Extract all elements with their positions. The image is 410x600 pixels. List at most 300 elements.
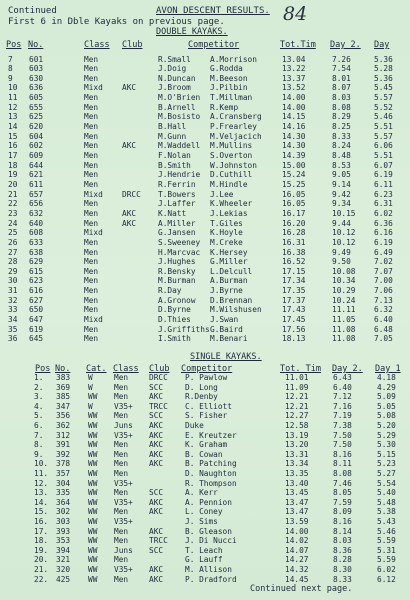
competitor-cell: T. Leach <box>185 545 223 555</box>
day2-cell: 7.50 <box>333 440 352 450</box>
col-day1: Day 1 <box>375 364 401 374</box>
pos-cell: 13. <box>34 488 49 498</box>
total-time-cell: 15.00 <box>282 160 306 170</box>
table-row <box>0 498 410 508</box>
competitor-1-cell: R.Day <box>158 286 182 296</box>
day2-cell: 7.54 <box>332 64 351 74</box>
club-cell: AKC <box>122 208 137 218</box>
day-cell: 5.57 <box>374 93 393 103</box>
competitor-cell: P. Dradford <box>185 574 237 584</box>
class-cell: Men <box>84 295 99 305</box>
table-row <box>0 315 410 325</box>
day-cell: 6.23 <box>374 189 393 199</box>
class-cell: Men <box>84 218 99 228</box>
continued-next-page: Continued next page. <box>250 584 353 594</box>
competitor-2-cell: J.Lee <box>210 189 234 199</box>
day2-cell: 8.28 <box>333 555 352 565</box>
col-no: No. <box>28 40 44 50</box>
class-cell: Men <box>84 122 99 132</box>
class-cell: Men <box>114 574 129 584</box>
total-time-cell: 15.24 <box>282 170 306 180</box>
number-cell: 320 <box>56 565 71 574</box>
category-cell: WW <box>88 469 98 478</box>
category-cell: WW <box>88 555 98 565</box>
col-total-time: Tot. Tim <box>280 364 321 374</box>
number-cell: 604 <box>29 131 44 141</box>
class-cell: Men <box>114 526 129 536</box>
competitor-cell: M. Allison <box>185 565 232 574</box>
pos-cell: 11 <box>8 93 18 103</box>
competitor-1-cell: H.Marcvac <box>158 247 201 257</box>
total-time-cell: 17.45 <box>282 315 306 325</box>
club-cell: AKC <box>149 392 164 402</box>
table-row <box>0 267 410 277</box>
class-cell: Men <box>84 247 99 257</box>
day1-cell: 4.29 <box>377 382 396 392</box>
day-cell: 7.06 <box>374 286 393 296</box>
day-cell: 7.05 <box>374 334 393 344</box>
total-time-cell: 16.17 <box>282 208 306 218</box>
club-cell: AKC <box>149 430 164 440</box>
total-time-cell: 17.43 <box>282 305 306 315</box>
class-cell: Men <box>84 286 99 296</box>
number-cell: 356 <box>56 411 71 421</box>
table-row <box>0 74 410 84</box>
class-cell: V35+ <box>114 517 133 526</box>
day1-cell: 5.38 <box>377 507 396 517</box>
total-time-cell: 17.35 <box>282 286 306 296</box>
day1-cell: 5.48 <box>377 497 396 507</box>
competitor-cell: A. Pennion <box>185 497 232 507</box>
competitor-1-cell: D.Thies <box>158 315 191 325</box>
category-cell: WW <box>88 507 98 517</box>
class-cell: Men <box>84 324 99 334</box>
category-cell: WW <box>88 497 98 507</box>
category-cell: WW <box>88 536 98 546</box>
pos-cell: 18. <box>34 536 49 546</box>
table-row <box>0 112 410 122</box>
day1-cell: 4.18 <box>377 373 396 382</box>
pos-cell: 10 <box>8 83 18 93</box>
day-cell: 6.02 <box>374 208 393 218</box>
page-title: AVON DESCENT RESULTS. <box>156 6 270 16</box>
competitor-2-cell: K.Hoyle <box>210 228 243 238</box>
number-cell: 605 <box>29 93 44 103</box>
table-row <box>0 411 410 421</box>
number-cell: 623 <box>29 276 44 286</box>
day2-cell: 9.42 <box>332 189 351 199</box>
day2-cell: 10.24 <box>332 295 356 305</box>
number-cell: 321 <box>56 555 71 565</box>
class-cell: Men <box>84 334 99 344</box>
competitor-2-cell: T.Millman <box>210 93 253 103</box>
day2-cell: 8.16 <box>333 517 352 526</box>
day2-cell: 8.08 <box>333 469 352 478</box>
col-day2: Day 2. <box>330 40 361 50</box>
pos-cell: 36 <box>8 334 18 344</box>
day2-cell: 8.29 <box>332 112 351 122</box>
pos-cell: 28 <box>8 257 18 267</box>
day2-cell: 11.08 <box>332 334 356 344</box>
day2-cell: 9.50 <box>332 257 351 267</box>
table-row <box>0 421 410 431</box>
class-cell: V35+ <box>114 401 133 411</box>
table-row <box>0 83 410 93</box>
competitor-1-cell: F.Nolan <box>158 151 191 160</box>
competitor-1-cell: J.Doig <box>158 64 187 74</box>
club-cell: AKC <box>149 440 164 450</box>
day1-cell: 5.23 <box>377 459 396 469</box>
pos-cell: 22 <box>8 199 18 209</box>
day1-cell: 5.54 <box>377 478 396 488</box>
pos-cell: 22. <box>34 574 49 584</box>
number-cell: 632 <box>29 208 44 218</box>
col-class: Class <box>84 40 110 50</box>
table-row <box>0 219 410 229</box>
table-row <box>0 296 410 306</box>
total-time-cell: 16.20 <box>282 218 306 228</box>
pos-cell: 26 <box>8 237 18 247</box>
day1-cell: 5.43 <box>377 517 396 526</box>
number-cell: 335 <box>56 488 71 498</box>
day2-cell: 10.12 <box>332 228 356 238</box>
pos-cell: 11. <box>34 469 49 478</box>
pos-cell: 2. <box>34 382 44 392</box>
class-cell: Men <box>114 449 129 459</box>
table-row <box>0 440 410 450</box>
number-cell: 378 <box>56 459 71 469</box>
total-time-cell: 17.37 <box>282 295 306 305</box>
competitor-2-cell: A.Cransberg <box>210 112 262 122</box>
total-time-cell: 13.45 <box>285 488 309 498</box>
number-cell: 647 <box>29 315 44 325</box>
class-cell: V35+ <box>114 565 133 574</box>
day2-cell: 8.24 <box>332 141 351 151</box>
competitor-1-cell: M.Gunn <box>158 131 187 141</box>
day-cell: 6.19 <box>374 237 393 247</box>
pos-cell: 17 <box>8 151 18 160</box>
class-cell: Men <box>84 199 99 209</box>
total-time-cell: 13.47 <box>285 507 309 517</box>
table-row <box>0 161 410 171</box>
competitor-1-cell: M.Bosisto <box>158 112 201 122</box>
competitor-cell: B. Patching <box>185 459 237 469</box>
day-cell: 5.28 <box>374 64 393 74</box>
class-cell: Mixd <box>84 315 103 325</box>
total-time-cell: 14.15 <box>282 112 306 122</box>
competitor-2-cell: J.Swan <box>210 315 239 325</box>
number-cell: 304 <box>56 478 71 488</box>
competitor-cell: D. Long <box>185 382 218 392</box>
competitor-cell: Duke <box>185 421 204 430</box>
number-cell: 394 <box>56 545 71 555</box>
day2-cell: 8.09 <box>333 507 352 517</box>
pos-cell: 12. <box>34 478 49 488</box>
pos-cell: 15. <box>34 507 49 517</box>
competitor-2-cell: M.Hindle <box>210 179 248 189</box>
category-cell: W <box>88 373 93 382</box>
pos-cell: 21. <box>34 565 49 574</box>
table-row <box>0 305 410 315</box>
number-cell: 644 <box>29 160 44 170</box>
total-time-cell: 16.28 <box>282 228 306 238</box>
pos-cell: 18 <box>8 160 18 170</box>
day2-cell: 9.05 <box>332 170 351 180</box>
total-time-cell: 11.09 <box>285 382 309 392</box>
number-cell: 621 <box>29 170 44 180</box>
table-row <box>0 383 410 393</box>
pos-cell: 32 <box>8 295 18 305</box>
day-cell: 5.51 <box>374 151 393 160</box>
table-row <box>0 141 410 151</box>
class-cell: Men <box>84 305 99 315</box>
competitor-cell: E. Kreutzer <box>185 430 237 440</box>
club-cell: SCC <box>149 545 164 555</box>
number-cell: 312 <box>56 430 71 440</box>
competitor-2-cell: G.Rodda <box>210 64 243 74</box>
number-cell: 627 <box>29 295 44 305</box>
class-cell: Men <box>84 54 99 64</box>
number-cell: 353 <box>56 536 71 546</box>
day1-cell: 5.15 <box>377 449 396 459</box>
total-time-cell: 16.38 <box>282 247 306 257</box>
table-row <box>0 190 410 200</box>
day1-cell: 5.40 <box>377 488 396 498</box>
category-cell: WW <box>88 565 98 574</box>
pos-cell: 30 <box>8 276 18 286</box>
number-cell: 385 <box>56 392 71 402</box>
number-cell: 625 <box>29 112 44 122</box>
class-cell: Men <box>84 102 99 112</box>
day2-cell: 8.03 <box>332 93 351 103</box>
col-club: Club <box>122 40 143 50</box>
day-cell: 5.51 <box>374 122 393 132</box>
competitor-2-cell: J.Pilbin <box>210 83 248 93</box>
day2-cell: 9.49 <box>332 247 351 257</box>
class-cell: Men <box>84 170 99 180</box>
pos-cell: 6. <box>34 421 44 430</box>
table-row <box>0 517 410 527</box>
number-cell: 629 <box>29 257 44 267</box>
day2-cell: 8.08 <box>332 102 351 112</box>
total-time-cell: 12.21 <box>285 392 309 402</box>
total-time-cell: 14.45 <box>285 574 309 584</box>
day-cell: 6.36 <box>374 218 393 228</box>
class-cell: Juns <box>114 545 133 555</box>
total-time-cell: 13.31 <box>285 449 309 459</box>
class-cell: Men <box>84 112 99 122</box>
day1-cell: 5.30 <box>377 440 396 450</box>
pos-cell: 19. <box>34 545 49 555</box>
pos-cell: 21 <box>8 189 18 199</box>
competitor-1-cell: A.Miller <box>158 218 196 228</box>
pos-cell: 14. <box>34 497 49 507</box>
day2-cell: 7.50 <box>333 430 352 440</box>
day2-cell: 8.11 <box>333 459 352 469</box>
day2-cell: 8.14 <box>333 526 352 536</box>
day2-cell: 8.16 <box>333 449 352 459</box>
total-time-cell: 14.00 <box>282 93 306 103</box>
day2-cell: 7.46 <box>333 478 352 488</box>
class-cell: Men <box>114 373 129 382</box>
table-row <box>0 248 410 258</box>
day2-cell: 8.03 <box>333 536 352 546</box>
day2-cell: 8.01 <box>332 73 351 83</box>
day2-cell: 10.12 <box>332 237 356 247</box>
day1-cell: 5.08 <box>377 411 396 421</box>
day2-cell: 11.08 <box>332 324 356 334</box>
number-cell: 655 <box>29 102 44 112</box>
day-cell: 6.11 <box>374 179 393 189</box>
competitor-2-cell: G.Miller <box>210 257 248 267</box>
col-total-time: Tot.Tim <box>280 40 316 50</box>
total-time-cell: 13.04 <box>282 54 306 64</box>
day2-cell: 8.07 <box>332 83 351 93</box>
table-row <box>0 334 410 344</box>
day2-cell: 8.30 <box>333 565 352 574</box>
competitor-1-cell: D.Byrne <box>158 305 191 315</box>
class-cell: V35+ <box>114 478 133 488</box>
day-cell: 7.07 <box>374 266 393 276</box>
competitor-2-cell: R.Kemp <box>210 102 239 112</box>
category-cell: WW <box>88 488 98 498</box>
competitor-1-cell: J.Hughes <box>158 257 196 267</box>
total-time-cell: 16.05 <box>282 189 306 199</box>
day1-cell: 5.59 <box>377 555 396 565</box>
class-cell: Men <box>114 382 129 392</box>
competitor-2-cell: M.Wilshusen <box>210 305 262 315</box>
number-cell: 611 <box>29 179 44 189</box>
competitor-1-cell: B.Hall <box>158 122 187 132</box>
day1-cell: 5.09 <box>377 392 396 402</box>
competitor-2-cell: M.Beeson <box>210 73 248 83</box>
col-cat: Cat. <box>86 364 107 374</box>
total-time-cell: 16.52 <box>282 257 306 267</box>
day-cell: 5.36 <box>374 54 393 64</box>
col-club: Club <box>149 364 170 374</box>
competitor-1-cell: I.Smith <box>158 334 191 344</box>
total-time-cell: 13.19 <box>285 430 309 440</box>
total-time-cell: 11.01 <box>285 373 309 382</box>
competitor-2-cell: G.Baird <box>210 324 243 334</box>
total-time-cell: 14.30 <box>282 131 306 141</box>
pos-cell: 19 <box>8 170 18 180</box>
number-cell: 383 <box>56 373 71 382</box>
day-cell: 6.06 <box>374 141 393 151</box>
col-pos: Pos <box>35 364 51 374</box>
competitor-cell: R.Denby <box>185 392 218 402</box>
class-cell: V35+ <box>114 430 133 440</box>
pos-cell: 8 <box>8 64 13 74</box>
club-cell: AKC <box>122 83 137 93</box>
singles-heading: SINGLE KAYAKS. <box>190 352 262 362</box>
number-cell: 640 <box>29 218 44 228</box>
competitor-1-cell: J.Hendrie <box>158 170 201 180</box>
total-time-cell: 17.15 <box>282 266 306 276</box>
number-cell: 303 <box>56 517 71 526</box>
competitor-cell: B. Cowan <box>185 449 223 459</box>
pos-cell: 9 <box>8 73 13 83</box>
day-cell: 6.16 <box>374 228 393 238</box>
competitor-2-cell: A.Burman <box>210 276 248 286</box>
pos-cell: 16. <box>34 517 49 526</box>
day2-cell: 7.12 <box>333 392 352 402</box>
competitor-1-cell: J.Broom <box>158 83 191 93</box>
table-row <box>0 431 410 441</box>
table-row <box>0 238 410 248</box>
table-row <box>0 469 410 479</box>
competitor-cell: K. Graham <box>185 440 228 450</box>
class-cell: Men <box>84 141 99 151</box>
category-cell: WW <box>88 440 98 450</box>
competitor-cell: S. Fisher <box>185 411 228 421</box>
club-cell: SCC <box>149 488 164 498</box>
category-cell: W <box>88 382 93 392</box>
pos-cell: 12 <box>8 102 18 112</box>
pos-cell: 5. <box>34 411 44 421</box>
competitor-2-cell: M.Benari <box>210 334 248 344</box>
number-cell: 347 <box>56 401 71 411</box>
competitor-2-cell: P.Frearley <box>210 122 257 132</box>
pos-cell: 29 <box>8 266 18 276</box>
total-time-cell: 15.25 <box>282 179 306 189</box>
number-cell: 302 <box>56 507 71 517</box>
day1-cell: 5.31 <box>377 545 396 555</box>
club-cell: DRCC <box>122 189 141 199</box>
class-cell: Men <box>114 411 129 421</box>
competitor-2-cell: M.Mullins <box>210 141 253 151</box>
table-row <box>0 325 410 335</box>
category-cell: WW <box>88 411 98 421</box>
pos-cell: 35 <box>8 324 18 334</box>
class-cell: Men <box>84 179 99 189</box>
day1-cell: 5.05 <box>377 401 396 411</box>
competitor-2-cell: W.Johnston <box>210 160 257 170</box>
class-cell: Men <box>84 131 99 141</box>
table-row <box>0 276 410 286</box>
total-time-cell: 14.07 <box>285 545 309 555</box>
day2-cell: 10.08 <box>332 266 356 276</box>
number-cell: 391 <box>56 440 71 450</box>
total-time-cell: 13.22 <box>282 64 306 74</box>
club-cell: AKC <box>149 459 164 469</box>
total-time-cell: 14.00 <box>285 526 309 536</box>
total-time-cell: 16.05 <box>282 199 306 209</box>
competitor-1-cell: B.Smith <box>158 160 191 170</box>
class-cell: Mixd <box>84 189 103 199</box>
table-row <box>0 488 410 498</box>
col-day2: Day 2. <box>332 364 363 374</box>
total-time-cell: 12.21 <box>285 401 309 411</box>
competitor-cell: D. Naughton <box>185 469 237 478</box>
day1-cell: 6.02 <box>377 565 396 574</box>
day2-cell: 10.34 <box>332 276 356 286</box>
number-cell: 619 <box>29 324 44 334</box>
table-row <box>0 402 410 412</box>
day2-cell: 11.05 <box>332 315 356 325</box>
class-cell: Men <box>114 488 129 498</box>
day-cell: 7.00 <box>374 276 393 286</box>
total-time-cell: 13.37 <box>282 73 306 83</box>
class-cell: Men <box>84 257 99 267</box>
day-cell: 6.49 <box>374 247 393 257</box>
competitor-cell: A. Kerr <box>185 488 218 498</box>
club-cell: AKC <box>122 141 137 151</box>
total-time-cell: 14.30 <box>282 141 306 151</box>
competitor-1-cell: J.Laffer <box>158 199 196 209</box>
category-cell: WW <box>88 459 98 469</box>
total-time-cell: 14.32 <box>285 565 309 574</box>
